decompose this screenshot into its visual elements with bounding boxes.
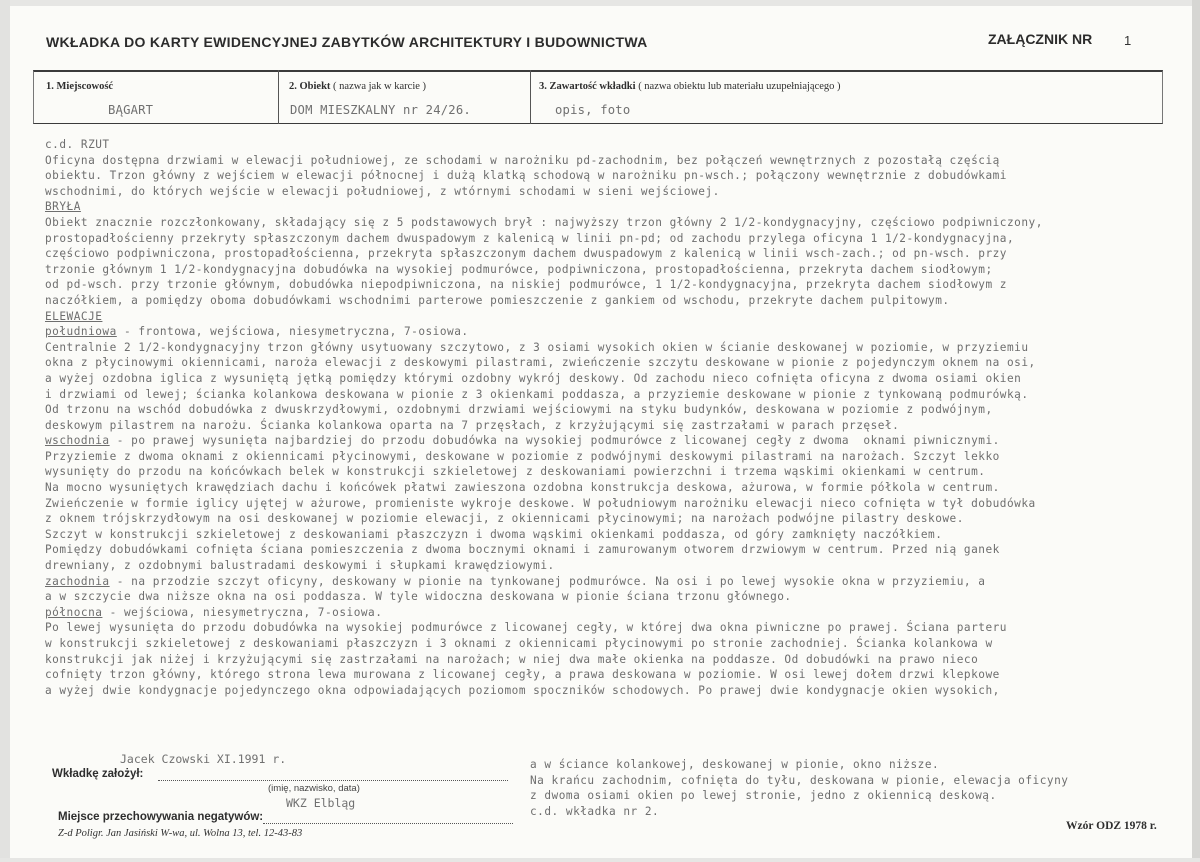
text-line: i drzwiami od lewej; ścianka kolankowa deskowana w pionie z 3 okienkami poddasza, a przyziemie deskowane w pionie z tynkowaną podmurówką.: [45, 387, 1029, 401]
text-line: z oknem trójskrzydłowym na osi deskowanej w poziomie elewacji, z okiennicami płycinowymi; na narożach podwójne pilastry deskowe.: [45, 512, 964, 526]
text-span: - wejściowa, niesymetryczna, 7-osiowa.: [102, 605, 383, 619]
form-pattern-mark: Wzór ODZ 1978 r.: [1066, 820, 1157, 832]
text-line: konstrukcji jak niżej i krzyżującymi się zastrzałami na narożach; w niej dwa małe okienka na poddasze. Od dobudówki na prawo nieco: [45, 652, 979, 666]
storage-value: WKZ Elbląg: [286, 796, 356, 810]
text-line: Po lewej wysunięta do przodu dobudówka na wysokiej podmurówce z licowanej cegły, w której dwa okna piwniczne po prawej. Ściana parteru: [45, 621, 1007, 635]
text-line: [45, 433, 1043, 449]
continuation-note: c.d. wkładka nr 2.: [530, 804, 660, 818]
content-value: opis, foto: [555, 103, 631, 117]
scan-edge-top: [0, 0, 1200, 6]
text-line: deskowym pilastrem na narożu. Ścianka kolankowa oparta na 7 przęsłach, z krzyżującymi się zastrzałami w parach przęseł.: [45, 418, 900, 432]
place-value: BĄGART: [108, 103, 154, 117]
author-hint: (imię, nazwisko, data): [268, 783, 360, 794]
printer-imprint: Z-d Poligr. Jan Jasiński W-wa, ul. Wolna 13, tel. 12-43-83: [58, 828, 303, 839]
text-line: Oficyna dostępna drzwiami w elewacji południowej, ze schodami w narożniku pd-zachodnim, bez połączeń wewnętrznych z pozostałą częścią: [45, 153, 1000, 167]
object-label: 2. Obiekt ( nazwa jak w karcie ): [289, 81, 427, 92]
object-value: DOM MIESZKALNY nr 24/26.: [290, 103, 471, 117]
text-line: Zwieńczenie w formie iglicy ujętej w ażurowe, promieniste wykroje deskowe. W południowym narożniku elewacji nieco cofnięta w tył dobudówka: [45, 496, 1036, 510]
description-body: [45, 137, 1043, 698]
field-divider: [530, 70, 531, 124]
text-line: z dwoma osiami okien po lewej stronie, jedno z okiennicą deskową.: [530, 789, 997, 803]
text-span: - frontowa, wejściowa, niesymetryczna, 7-osiowa.: [116, 325, 469, 339]
scan-edge-left: [0, 0, 10, 862]
author-value: Jacek Czowski XI.1991 r.: [120, 752, 287, 766]
subheading-south: południowa: [45, 325, 117, 339]
text-line: [45, 324, 1043, 340]
text-line: Pomiędzy dobudówkami cofnięta ściana pomieszczenia z dwoma bocznymi oknami i zamurowanym otworem drzwiowym w centrum. Przed nią ganek: [45, 543, 1000, 557]
text-line: Szczyt w konstrukcji szkieletowej z deskowaniami płaszczyzn i dwoma wąskimi okienkami poddasza, od góry zamknięty naczółkiem.: [45, 527, 943, 541]
subheading-north: północna: [45, 605, 103, 619]
text-span: - na przodzie szczyt oficyny, deskowany w pionie na tynkowanej podmurówce. Na osi i po lewej wysokie okna w przyziemiu, a: [109, 574, 986, 588]
field-divider: [278, 70, 279, 124]
text-line: a wyżej dwie kondygnacje pojedynczego okna odpowiadających poziomom spoczników schodowych. Po prawej dwie kondygnacje okien wysokich,: [45, 683, 1000, 697]
text-line: wysunięty do przodu na końcówkach belek w konstrukcji szkieletowej z deskowaniami powierzchni i trzema wąskimi okienkami w centrum.: [45, 465, 986, 479]
text-line: od pd-wsch. przy trzonie głównym, dobudówka niepodpiwniczona, na niskiej podmurówce, 1 1/2-kondygnacyjna, przekryta dachem siodłowym z: [45, 278, 1007, 292]
text-line: w konstrukcji szkieletowej z deskowaniami płaszczyzn i 3 oknami z okiennicami płycinowymi po stronie zachodniej. Ścianka kolankowa w: [45, 637, 993, 650]
description-continuation: [530, 757, 1068, 819]
annex-label: ZAŁĄCZNIK NR: [988, 31, 1093, 47]
text-line: Na mocno wysuniętych krawędziach dachu i końcówek płatwi zawieszona ozdobna konstrukcja deskowa, ażurowa, w formie półkola w centrum.: [45, 481, 1000, 495]
text-span: - po prawej wysunięta najbardziej do przodu dobudówka na wysokiej podmurówce z licowanej cegły z dwoma oknami piwnicznymi.: [109, 434, 1000, 448]
text-line: drewniany, z ozdobnymi balustradami deskowymi i słupkami krawędziowymi.: [45, 559, 555, 573]
scan-edge-bottom: [0, 858, 1200, 862]
text-line: Od trzonu na wschód dobudówka z dwuskrzydłowymi, ozdobnymi drzwiami wejściowymi na styku budynków, deskowana w poziomie z podwójnym,: [45, 403, 993, 417]
text-line: naczółkiem, a pomiędzy oboma dobudówkami wschodnimi parterowe pomieszczenie z gankiem od wschodu, przekryte dachem pulpitowym.: [45, 293, 950, 307]
text-line: Przyziemie z dwoma oknami z okiennicami płycinowymi, deskowane w poziomie z podwójnymi deskowymi pilastrami na narożach. Szczyt lekko: [45, 449, 1000, 463]
text-line: a wyżej ozdobna iglica z wysuniętą jętką pomiędzy którymi ozdobny wykrój deskowy. Od zachodu nieco cofnięta oficyna z dwoma osiami okien: [45, 371, 1022, 385]
content-label: 3. Zawartość wkładki ( nazwa obiektu lub materiału uzupełniającego ): [539, 81, 841, 92]
subheading-west: zachodnia: [45, 574, 110, 588]
text-line: prostopadłościenny przekryty spłaszczonym dachem dwuspadowym z kalenicą w linii pn-pd; od zachodu przylega oficyna 1 1/2-kondygnacyjna,: [45, 231, 1015, 245]
section-heading-bryla: BRYŁA: [45, 200, 81, 214]
section-heading-elewacje: ELEWACJE: [45, 309, 103, 323]
text-line: okna z płycinowymi okiennicami, naroża elewacji z deskowymi pilastrami, zwieńczenie szczytu deskowane w pionie z pojedynczym oknem na osi,: [45, 356, 1036, 370]
author-label: Wkładkę założył:: [52, 768, 144, 780]
subheading-east: wschodnia: [45, 434, 110, 448]
text-line: cofnięty trzon główny, którego strona lewa murowana z licowanej cegły, a prawa deskowana w poziomie. W osi lewej dołem drzwi klepkowe: [45, 668, 1000, 682]
scan-edge-right: [1192, 0, 1200, 862]
text-line: wschodnimi, do których wejście w elewacji południowej, z wtórnymi schodami w sieni wejściowej.: [45, 184, 720, 198]
text-line: Centralnie 2 1/2-kondygnacyjny trzon główny usytuowany szczytowo, z 3 osiami wysokich okien w ścianie deskowanej w poziomie, w przyziemiu: [45, 340, 1029, 354]
text-line: a w ściance kolankowej, deskowanej w pionie, okno niższe.: [530, 758, 940, 771]
text-line: [45, 574, 1043, 590]
storage-dotted-line: [263, 823, 513, 824]
text-line: obiektu. Trzon główny z wejściem w elewacji północnej i dużą klatką schodową w narożniku pn-wsch.; połączony wewnętrznie z dobudówkami: [45, 169, 1007, 183]
text-line: Obiekt znacznie rozczłonkowany, składający się z 5 podstawowych brył : najwyższy trzon główny 2 1/2-kondygnacyjny, częściowo podpiwniczony,: [45, 215, 1043, 229]
storage-label: Miejsce przechowywania negatywów:: [58, 811, 264, 823]
text-line: trzonie głównym 1 1/2-kondygnacyjna dobudówka na wysokiej podmurówce, podpiwniczona, prostopadłościenna, przekryta dachem siodłowym;: [45, 262, 993, 276]
annex-number: 1: [1124, 33, 1132, 48]
form-title: WKŁADKA DO KARTY EWIDENCYJNEJ ZABYTKÓW ARCHITEKTURY I BUDOWNICTWA: [46, 34, 648, 50]
text-line: częściowo podpiwniczona, prostopadłościenna, przekryta spłaszczonym dachem dwuspadowym z kalenicą w linii wsch-zach.; od pn-wsch. przy: [45, 247, 1007, 261]
text-line: Na krańcu zachodnim, cofnięta do tyłu, deskowana w pionie, elewacja oficyny: [530, 773, 1069, 787]
author-dotted-line: [158, 780, 508, 781]
place-label: 1. Miejscowość: [46, 81, 114, 92]
text-line: a w szczycie dwa niższe okna na osi poddasza. W tyle widoczna deskowana w pionie ściana trzonu głównego.: [45, 590, 792, 604]
text-line: c.d. RZUT: [45, 138, 110, 151]
text-line: [45, 605, 1043, 621]
